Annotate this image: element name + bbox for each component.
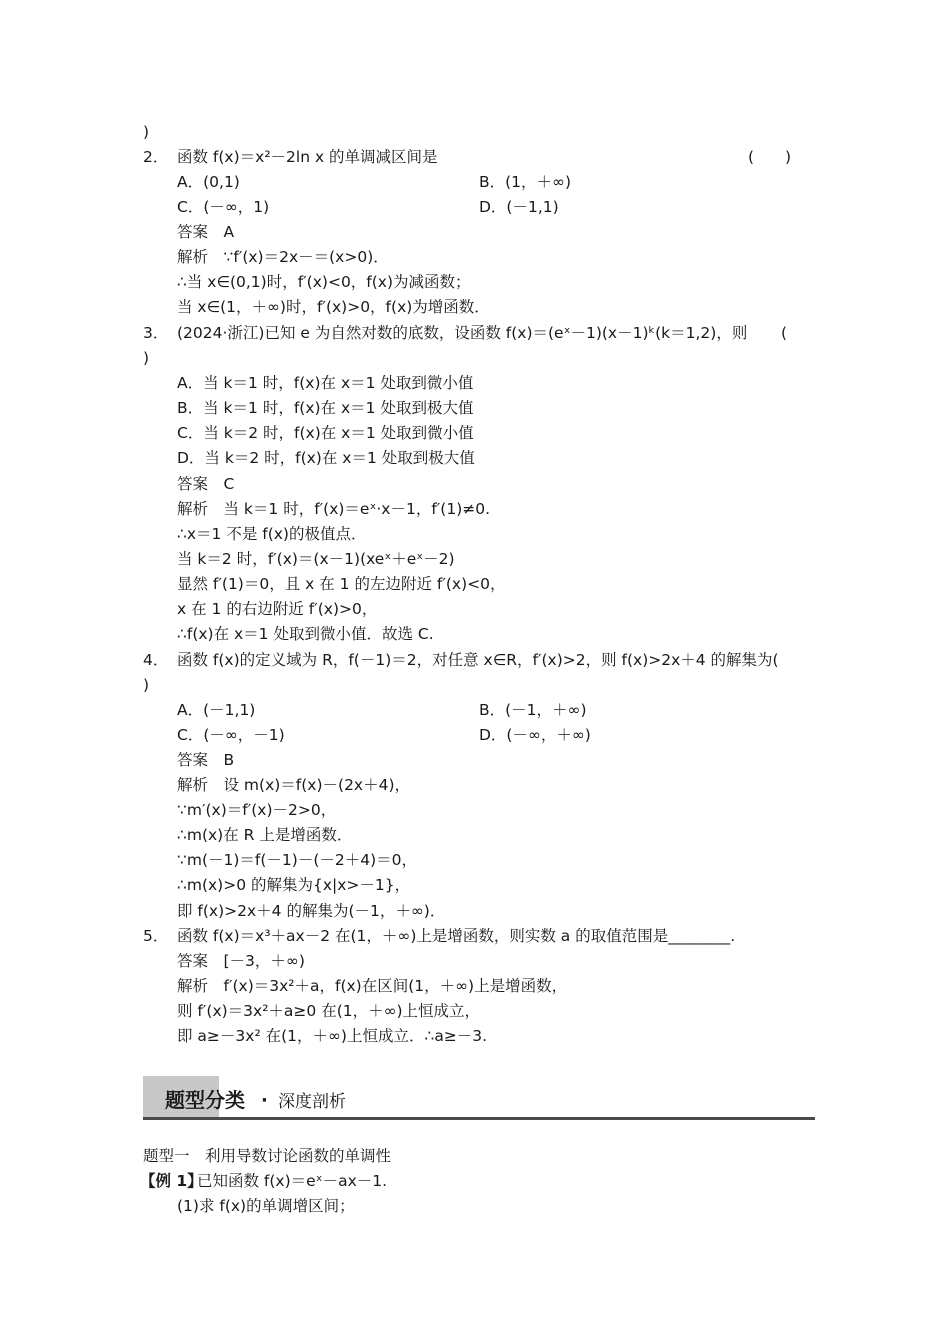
solution-line: ∴x＝1 不是 f(x)的极值点． (177, 525, 367, 543)
option-d: D．当 k＝2 时，f(x)在 x＝1 处取到极大值 (177, 449, 475, 467)
solution-line: ∴f(x)在 x＝1 处取到微小值．故选 C. (177, 625, 434, 643)
option-c: C．(－∞，－1) (177, 726, 285, 744)
question-stem: (2024·浙江)已知 e 为自然对数的底数，设函数 f(x)＝(eˣ－1)(x－1)ᵏ(k＝1,2)，则 (177, 324, 748, 342)
continuation-paren: ) (143, 123, 150, 141)
option-a: A．(－1,1) (177, 701, 256, 719)
question-number: 4． (143, 651, 169, 669)
option-d: D．(－∞，＋∞) (479, 726, 591, 744)
solution-line: 解析 f′(x)＝3x²＋a，f(x)在区间(1，＋∞)上是增函数， (177, 977, 568, 995)
option-b: B．当 k＝1 时，f(x)在 x＝1 处取到极大值 (177, 399, 474, 417)
topic-heading: 题型一 利用导数讨论函数的单调性 (143, 1147, 392, 1165)
option-d: D．(－1,1) (479, 198, 559, 216)
answer-paren-close: ) (143, 676, 150, 694)
solution-line: ∴m(x)在 R 上是增函数． (177, 826, 353, 844)
solution-line: 显然 f′(1)＝0，且 x 在 1 的左边附近 f′(x)<0， (177, 575, 506, 593)
answer-paren-open: ( (781, 324, 788, 342)
option-b: B．(1，＋∞) (479, 173, 572, 191)
option-c: C．(－∞，1) (177, 198, 270, 216)
solution-line: ∵m′(x)＝f′(x)－2>0， (177, 801, 337, 819)
solution-line: 当 x∈(1，＋∞)时，f′(x)>0，f(x)为增函数． (177, 298, 490, 316)
solution-line: 即 a≥－3x² 在(1，＋∞)上恒成立．∴a≥－3. (177, 1027, 488, 1045)
option-b: B．(－1，＋∞) (479, 701, 587, 719)
question-number: 2． (143, 148, 169, 166)
section-title: 题型分类 (165, 1088, 245, 1112)
example-subquestion: (1)求 f(x)的单调增区间； (177, 1197, 355, 1215)
solution-line: 则 f′(x)＝3x²＋a≥0 在(1，＋∞)上恒成立， (177, 1002, 481, 1020)
solution-line: 解析 当 k＝1 时，f′(x)＝eˣ·x－1，f′(1)≠0. (177, 500, 491, 518)
section-separator-dot: · (261, 1090, 268, 1111)
section-banner (143, 1076, 815, 1120)
question-stem: 函数 f(x)的定义域为 R，f(－1)＝2，对任意 x∈R，f′(x)>2，则 f(x)>2x＋4 的解集为( (177, 651, 779, 669)
solution-line: ∴当 x∈(0,1)时，f′(x)<0，f(x)为减函数； (177, 273, 471, 291)
solution-line: x 在 1 的右边附近 f′(x)>0， (177, 600, 378, 618)
solution-line: ∵m(－1)＝f(－1)－(－2＋4)＝0， (177, 851, 418, 869)
example-tag: 【例 1】 (140, 1172, 203, 1190)
solution-line: 解析 ∵f′(x)＝2x－＝(x>0)． (177, 248, 389, 266)
solution-line: 解析 设 m(x)＝f(x)－(2x＋4)， (177, 776, 411, 794)
answer-paren: ( ) (748, 148, 792, 166)
example-stem: 已知函数 f(x)＝eˣ－ax－1. (197, 1172, 388, 1190)
option-a: A．当 k＝1 时，f(x)在 x＝1 处取到微小值 (177, 374, 474, 392)
solution-line: 当 k＝2 时，f′(x)＝(x－1)(xeˣ＋eˣ－2) (177, 550, 455, 568)
solution-line: ∴m(x)>0 的解集为{x|x>－1}， (177, 876, 411, 894)
question-stem: 函数 f(x)＝x³＋ax－2 在(1，＋∞)上是增函数，则实数 a 的取值范围是________. (177, 927, 736, 945)
answer-line: 答案 B (177, 751, 235, 769)
question-number: 5． (143, 927, 169, 945)
section-subtitle: 深度剖析 (278, 1092, 346, 1112)
answer-line: 答案 C (177, 475, 235, 493)
answer-line: 答案 A (177, 223, 235, 241)
answer-paren-close: ) (143, 349, 150, 367)
question-stem: 函数 f(x)＝x²－2ln x 的单调减区间是 (177, 148, 438, 166)
solution-line: 即 f(x)>2x＋4 的解集为(－1，＋∞)． (177, 902, 446, 920)
answer-line: 答案 [－3，＋∞) (177, 952, 305, 970)
option-c: C．当 k＝2 时，f(x)在 x＝1 处取到微小值 (177, 424, 474, 442)
option-a: A．(0,1) (177, 173, 240, 191)
banner-rule (143, 1117, 815, 1120)
question-number: 3． (143, 324, 169, 342)
